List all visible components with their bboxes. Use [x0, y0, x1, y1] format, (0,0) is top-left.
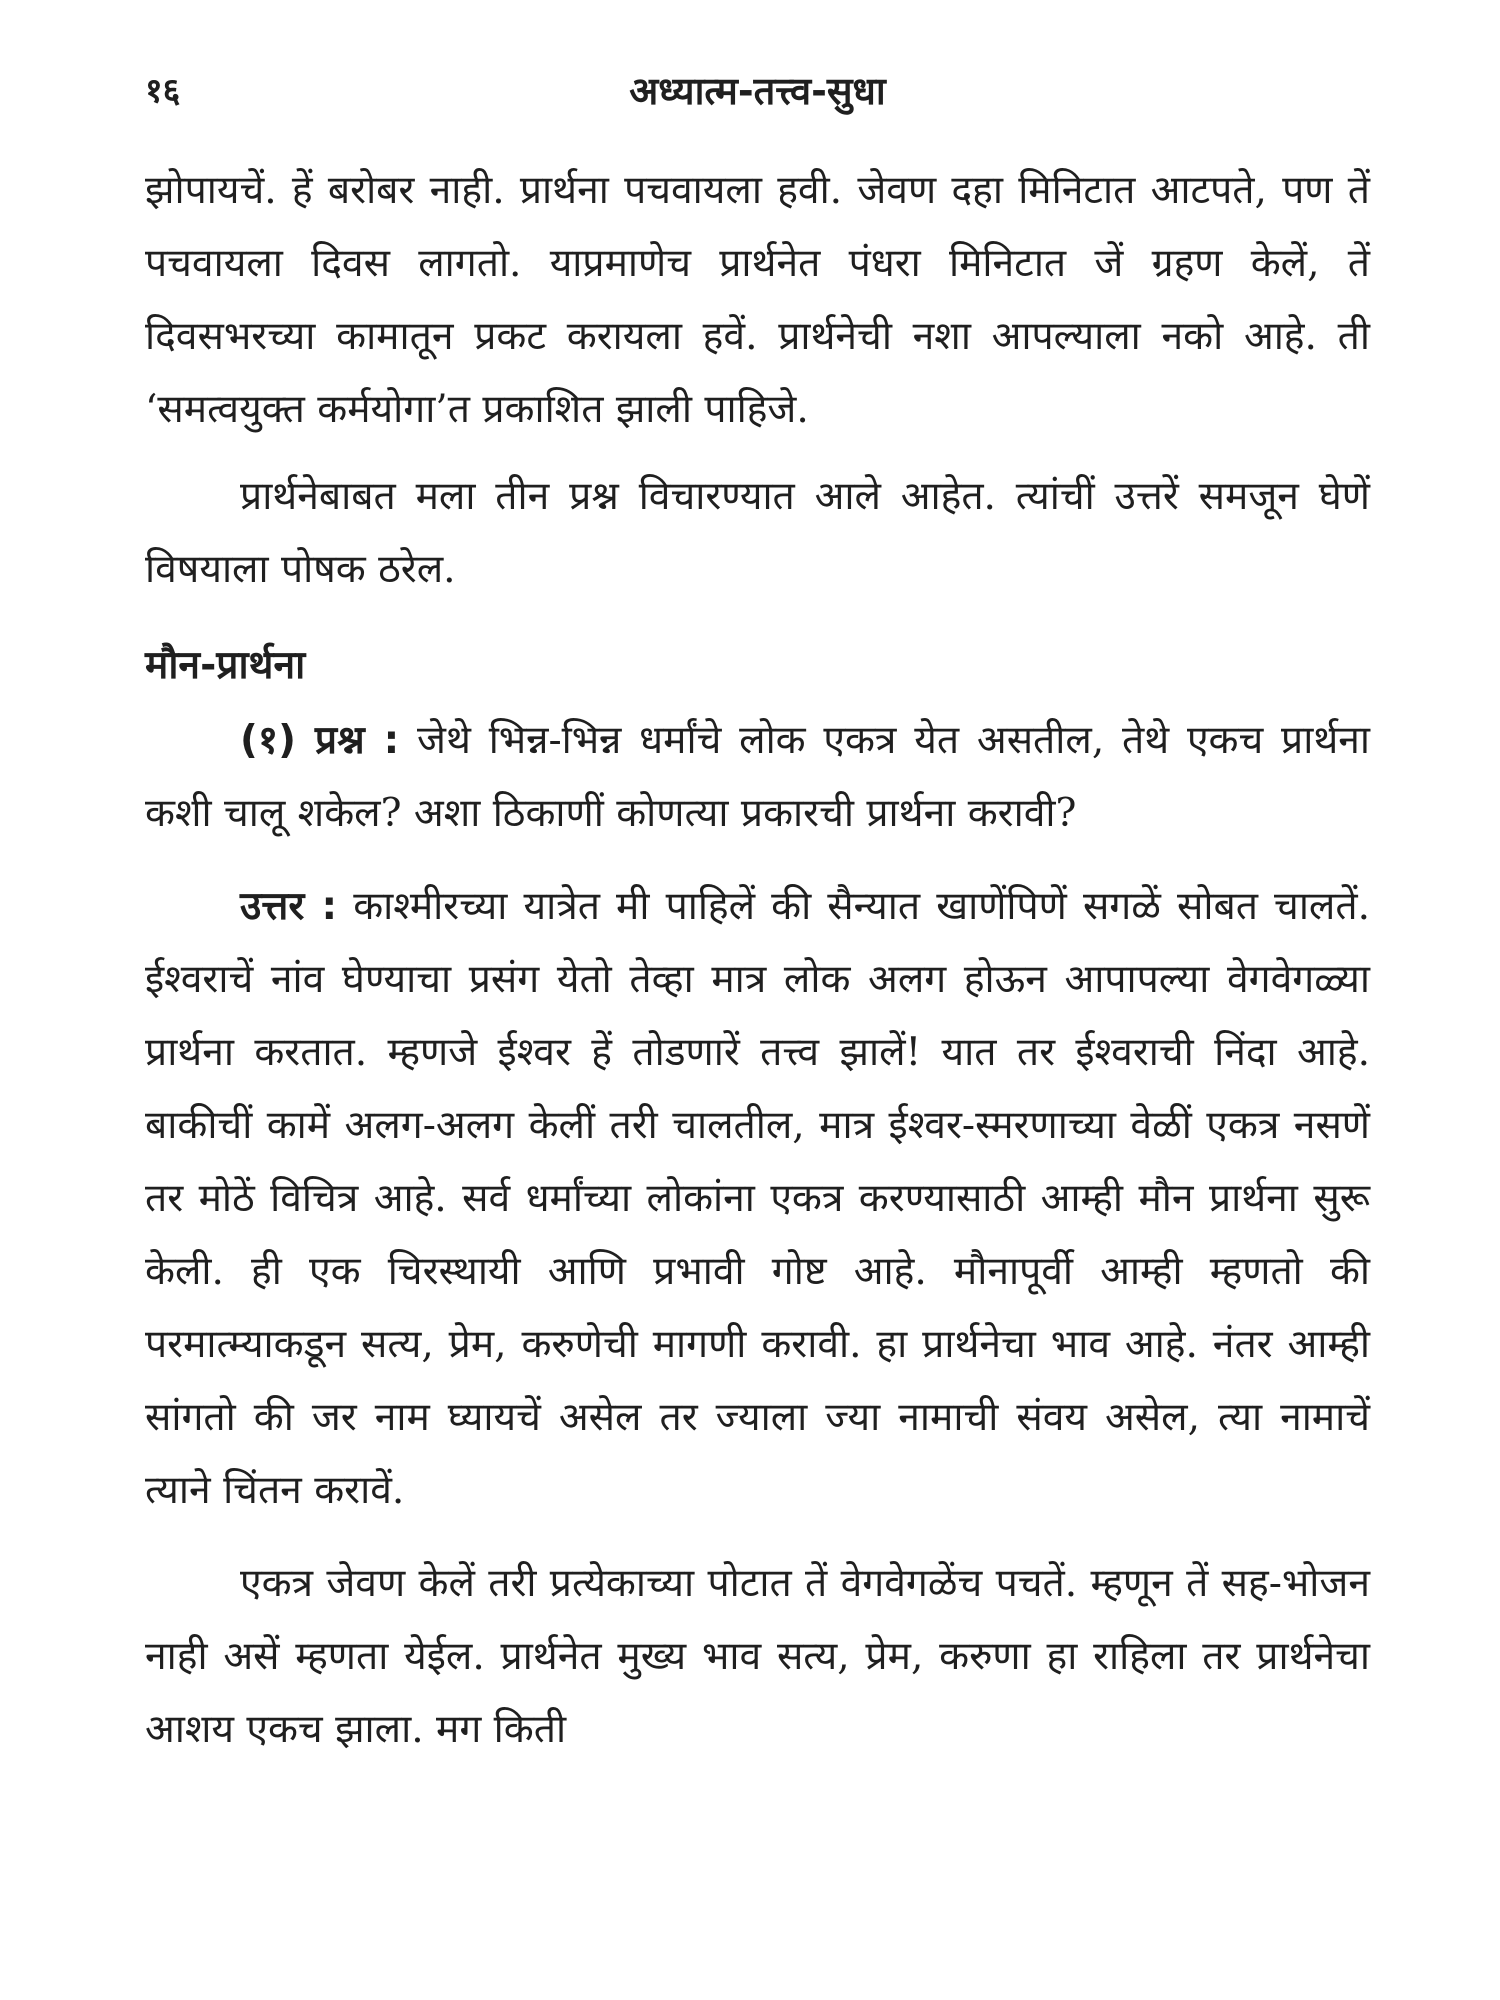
answer-label: उत्तर :: [240, 884, 338, 929]
paragraph-closing: एकत्र जेवण केलें तरी प्रत्येकाच्या पोटात तें वेगवेगळेंच पचतें. म्हणून तें सह-भोजन नाही असें म्हणता येईल. प्रार्थनेत मुख्य भाव सत्य, प्रेम, करुणा हा राहिला तर प्रार्थनेचा आशय एकच झाला. मग किती: [145, 1561, 1370, 1752]
paragraph-questions-intro: प्रार्थनेबाबत मला तीन प्रश्न विचारण्यात आले आहेत. त्यांचीं उत्तरें समजून घेणें विषयाला पोषक ठरेल.: [145, 474, 1370, 592]
page-number: १६: [145, 71, 181, 111]
paragraph-continued: झोपायचें. हें बरोबर नाही. प्रार्थना पचवायला हवी. जेवण दहा मिनिटात आटपते, पण तें पचवायला दिवस लागतो. याप्रमाणेच प्रार्थनेत पंधरा मिनिटात जें ग्रहण केलें, तें दिवसभरच्या कामातून प्रकट करायला हवें. प्रार्थनेची नशा आपल्याला नको आहे. ती ‘समत्वयुक्त कर्मयोगा’त प्रकाशित झाली पाहिजे.: [145, 168, 1370, 432]
paragraph-answer: [145, 870, 1370, 1527]
question-label: (१) प्रश्न :: [240, 718, 400, 763]
answer-text: काश्मीरच्या यात्रेत मी पाहिलें की सैन्यात खाणेंपिणें सगळें सोबत चालतें. ईश्वराचें नांव घेण्याचा प्रसंग येतो तेव्हा मात्र लोक अलग होऊन आपापल्या वेगवेगळ्या प्रार्थना करतात. म्हणजे ईश्वर हें तोडणारें तत्त्व झालें! यात तर ईश्वराची निंदा आहे. बाकीचीं कामें अलग-अलग केलीं तरी चालतील, मात्र ईश्वर-स्मरणाच्या वेळीं एकत्र नसणें तर मोठें विचित्र आहे. सर्व धर्मांच्या लोकांना एकत्र करण्यासाठी आम्ही मौन प्रार्थना सुरू केली. ही एक चिरस्थायी आणि प्रभावी गोष्ट आहे. मौनापूर्वी आम्ही म्हणतो की परमात्म्याकडून सत्य, प्रेम, करुणेची मागणी करावी. हा प्रार्थनेचा भाव आहे. नंतर आम्ही सांगतो की जर नाम घ्यायचें असेल तर ज्याला ज्या नामाची संवय असेल, त्या नामाचें त्याने चिंतन करावें.: [145, 884, 1370, 1513]
question-text: जेथे भिन्न-भिन्न धर्मांचे लोक एकत्र येत असतील, तेथे एकच प्रार्थना कशी चालू शकेल? अशा ठिकाणीं कोणत्या प्रकारची प्रार्थना करावी?: [145, 718, 1371, 836]
book-title: अध्यात्म-तत्त्व-सुधा: [629, 69, 886, 113]
paragraph-question-1: [145, 704, 1370, 850]
book-page: [145, 60, 1370, 1766]
section-heading: मौन-प्रार्थना: [145, 643, 306, 688]
page-header: [145, 60, 1370, 124]
